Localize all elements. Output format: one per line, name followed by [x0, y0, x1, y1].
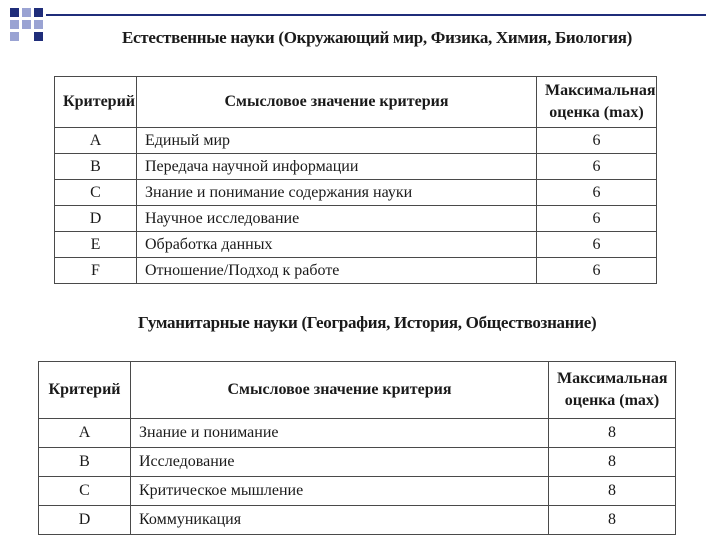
max-score-cell: 8 [549, 506, 676, 535]
max-score-cell: 6 [537, 154, 657, 180]
max-score-cell: 6 [537, 232, 657, 258]
column-header-criterion: Критерий [39, 362, 131, 419]
criterion-cell: D [39, 506, 131, 535]
humanities-heading: Гуманитарные науки (География, История, Обществознание) [138, 313, 597, 332]
decor-square [10, 8, 19, 17]
decor-square [22, 20, 31, 29]
table-row [55, 154, 657, 180]
table-row [55, 206, 657, 232]
table-row [39, 419, 676, 448]
corner-decoration [0, 0, 80, 40]
table-row [55, 180, 657, 206]
criterion-cell: A [55, 128, 137, 154]
table-row [39, 506, 676, 535]
decor-square [10, 20, 19, 29]
max-score-cell: 8 [549, 477, 676, 506]
meaning-cell: Единый мир [137, 128, 537, 154]
column-header-meaning: Смысловое значение критерия [131, 362, 549, 419]
criterion-cell: C [55, 180, 137, 206]
table-row [55, 128, 657, 154]
max-score-cell: 8 [549, 448, 676, 477]
header-rule [46, 14, 706, 16]
decor-square [10, 32, 19, 41]
meaning-cell: Отношение/Подход к работе [137, 258, 537, 284]
decor-square [34, 20, 43, 29]
humanities-table [38, 361, 676, 535]
criterion-cell: A [39, 419, 131, 448]
decor-square [34, 32, 43, 41]
meaning-cell: Обработка данных [137, 232, 537, 258]
max-score-cell: 6 [537, 258, 657, 284]
max-score-cell: 6 [537, 128, 657, 154]
meaning-cell: Критическое мышление [131, 477, 549, 506]
column-header-max-score: Максимальная оценка (max) [549, 362, 676, 419]
column-header-criterion: Критерий [55, 77, 137, 128]
table-header-row [55, 77, 657, 128]
meaning-cell: Исследование [131, 448, 549, 477]
column-header-meaning: Смысловое значение критерия [137, 77, 537, 128]
natural-sciences-heading: Естественные науки (Окружающий мир, Физика, Химия, Биология) [122, 28, 632, 47]
meaning-cell: Знание и понимание содержания науки [137, 180, 537, 206]
max-score-cell: 8 [549, 419, 676, 448]
table-row [39, 477, 676, 506]
meaning-cell: Передача научной информации [137, 154, 537, 180]
table-row [55, 258, 657, 284]
table-row [39, 448, 676, 477]
max-score-cell: 6 [537, 180, 657, 206]
decor-square [34, 8, 43, 17]
meaning-cell: Научное исследование [137, 206, 537, 232]
max-score-cell: 6 [537, 206, 657, 232]
criterion-cell: D [55, 206, 137, 232]
criterion-cell: B [39, 448, 131, 477]
meaning-cell: Знание и понимание [131, 419, 549, 448]
criterion-cell: B [55, 154, 137, 180]
column-header-max-score: Максимальная оценка (max) [537, 77, 657, 128]
table-header-row [39, 362, 676, 419]
criterion-cell: C [39, 477, 131, 506]
criterion-cell: E [55, 232, 137, 258]
meaning-cell: Коммуникация [131, 506, 549, 535]
criterion-cell: F [55, 258, 137, 284]
decor-square [22, 8, 31, 17]
natural-sciences-table [54, 76, 657, 284]
table-row [55, 232, 657, 258]
